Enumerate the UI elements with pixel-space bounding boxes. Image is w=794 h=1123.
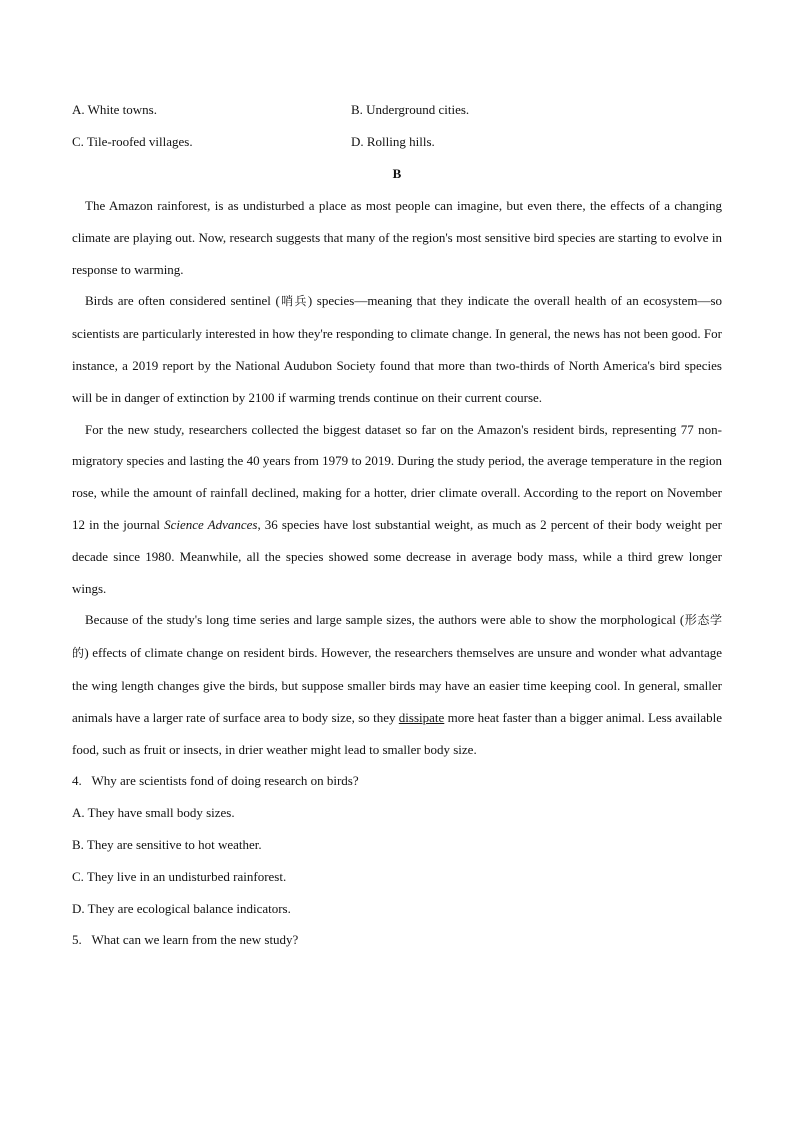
option-a: A. White towns.	[72, 102, 157, 117]
passage	[72, 190, 722, 956]
question-4-option-a: A. They have small body sizes.	[72, 805, 235, 821]
question-5-stem: 5. What can we learn from the new study?	[72, 932, 299, 948]
option-c: C. Tile-roofed villages.	[72, 134, 193, 149]
paragraph-4-text-c: more heat faster than a bigger animal. Less available food, such as fruit or insects, in drier weather might lead to smaller body size.	[72, 709, 722, 757]
question-4-option-c: C. They live in an undisturbed rainforest.	[72, 868, 287, 884]
paragraph-4-text-b: ) effects of climate change on resident birds. However, the researchers themselves are unsure and wonder what advantage the wing length changes give the birds, but suppose smaller birds may have an easier time keeping cool. In general, smaller animals have a larger rate of surface area to body size, so they	[72, 645, 722, 725]
paragraph-3-text-a: For the new study, researchers collected the biggest dataset so far on the Amazon's resident birds, representing 77 non-migratory species and lasting the 40 years from 1979 to 2019. During the study period, the average temperature in the region rose, while the amount of rainfall declined, making for a hotter, drier climate overall. According to the report on November 12 in the journal	[72, 421, 722, 532]
option-d: D. Rolling hills.	[351, 134, 435, 149]
prev-options-row-2	[72, 134, 722, 154]
chinese-gloss-morphological: 形态学的	[72, 613, 722, 661]
paragraph-4	[72, 604, 722, 765]
paragraph-3	[72, 414, 722, 605]
question-4-option-b: B. They are sensitive to hot weather.	[72, 836, 262, 852]
paragraph-4-text-a: Because of the study's long time series and large sample sizes, the authors were able to show the morphological (	[85, 612, 685, 628]
paragraph-3-text-b: , 36 species have lost substantial weight, as much as 2 percent of their body weight per decade since 1980. Meanwhile, all the species showed some decrease in average body mass, while a third grew longer wings.	[72, 516, 722, 596]
paragraph-1	[72, 190, 722, 285]
paragraph-2	[72, 285, 722, 413]
chinese-gloss-sentinel: 哨兵	[279, 294, 308, 309]
paragraph-2-text-b: ) species—meaning that they indicate the overall health of an ecosystem—so scientists are particularly interested in how they're responding to climate change. In general, the news has not been good. For instance, a 2019 report by the National Audubon Society found that more than two-thirds of North America's bird species will be in danger of extinction by 2100 if warming trends continue on their current course.	[72, 293, 723, 405]
section-title: B	[392, 166, 402, 181]
option-b: B. Underground cities.	[351, 102, 470, 117]
question-4-stem: 4. Why are scientists fond of doing research on birds?	[72, 773, 359, 789]
paragraph-2-text-a: Birds are often considered sentinel (	[85, 293, 280, 309]
question-4-option-d: D. They are ecological balance indicators.	[72, 900, 291, 916]
paragraph-1-text: The Amazon rainforest, is as undisturbed a place as most people can imagine, but even there, the effects of a changing climate are playing out. Now, research suggests that many of the region's most sensitive bird species are starting to evolve in response to warming.	[72, 198, 722, 277]
prev-options-row-1	[72, 102, 722, 122]
underlined-word-dissipate: dissipate	[398, 709, 445, 725]
journal-name: Science Advances	[164, 516, 258, 532]
